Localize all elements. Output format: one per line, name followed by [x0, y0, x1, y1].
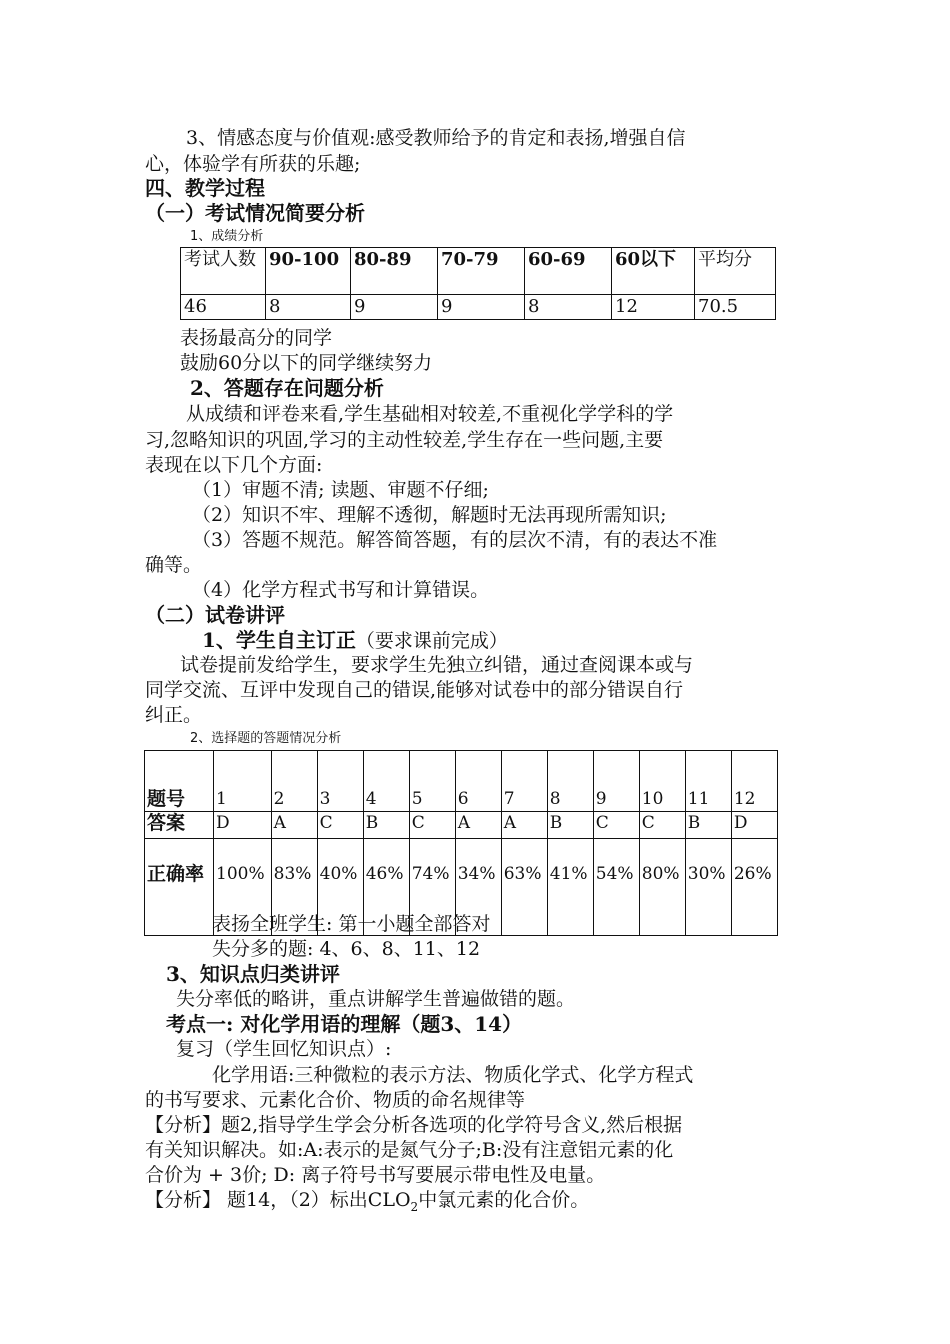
- subsection-heading-exam: （一）考试情况简要分析: [145, 201, 365, 225]
- self-correction-note: （要求课前完成）: [355, 630, 508, 652]
- analysis-14-text: 【分析】 题14，（2）标出CLO: [145, 1189, 411, 1211]
- score-header-cell: 80-89: [351, 248, 438, 295]
- accuracy-cell: 74%: [409, 839, 455, 936]
- subscript-two: 2: [410, 1199, 419, 1214]
- answer-cell: C: [639, 812, 685, 839]
- analysis-14-text-end: 中氯元素的化合价。: [418, 1189, 590, 1211]
- objective-line-1: 3、情感态度与价值观:感受教师给予的肯定和表扬,增强自信: [186, 127, 686, 149]
- score-header-cell: 60-69: [525, 248, 612, 295]
- accuracy-cell: 100%: [214, 839, 272, 936]
- choice-analysis-table: [144, 750, 778, 936]
- problem-item-3b: 确等。: [145, 554, 203, 576]
- lost-points-line: 失分多的题: 4、6、8、11、12: [212, 938, 481, 960]
- choice-table-caption: 2、选择题的答题情况分析: [190, 731, 342, 746]
- answer-cell: D: [731, 812, 777, 839]
- row-label-accuracy: 正确率: [145, 839, 214, 936]
- score-value-cell: 9: [351, 295, 438, 320]
- accuracy-cell: 34%: [455, 839, 501, 936]
- analysis-2-line-2: 有关知识解决。如:A:表示的是氮气分子;B:没有注意铝元素的化: [145, 1139, 674, 1161]
- score-table-caption: 1、成绩分析: [190, 229, 264, 244]
- question-number-cell: 7: [501, 751, 547, 812]
- score-value-cell: 8: [266, 295, 351, 320]
- score-value-row: [181, 295, 776, 320]
- section-heading-process: 四、教学过程: [145, 176, 265, 200]
- score-value-cell: 9: [438, 295, 525, 320]
- accuracy-cell: 80%: [639, 839, 685, 936]
- correction-para-line-3: 纠正。: [145, 704, 203, 726]
- question-number-cell: 12: [731, 751, 777, 812]
- score-value-cell: 70.5: [695, 295, 776, 320]
- chem-language-line-1: 化学用语:三种微粒的表示方法、物质化学式、化学方程式: [212, 1064, 694, 1086]
- problem-item-1: （1）审题不清; 读题、审题不仔细;: [192, 479, 489, 501]
- correction-para-line-2: 同学交流、互评中发现自己的错误,能够对试卷中的部分错误自行: [145, 679, 684, 701]
- accuracy-cell: 30%: [685, 839, 731, 936]
- praise-all-line: 表扬全班学生: 第一小题全部答对: [212, 913, 491, 935]
- knowledge-review-para: 失分率低的略讲，重点讲解学生普遍做错的题。: [176, 988, 576, 1010]
- score-header-cell: 90-100: [266, 248, 351, 295]
- problem-item-2: （2）知识不牢、理解不透彻，解题时无法再现所需知识;: [192, 504, 667, 526]
- answer-cell: A: [271, 812, 317, 839]
- answer-cell: B: [685, 812, 731, 839]
- exam-point-one-heading: 考点一: 对化学用语的理解（题3、14）: [166, 1012, 523, 1036]
- answer-row: [145, 812, 778, 839]
- accuracy-cell: 83%: [271, 839, 317, 936]
- score-header-cell: 考试人数: [181, 248, 266, 295]
- accuracy-cell: 63%: [501, 839, 547, 936]
- question-number-cell: 8: [547, 751, 593, 812]
- score-header-cell: 60以下: [612, 248, 695, 295]
- knowledge-review-heading: 3、知识点归类讲评: [166, 962, 340, 986]
- question-number-cell: 2: [271, 751, 317, 812]
- analysis-14-line: [145, 1188, 589, 1220]
- row-label-number: 题号: [145, 751, 214, 812]
- problem-item-3a: （3）答题不规范。解答简答题，有的层次不清，有的表达不准: [192, 529, 718, 551]
- accuracy-cell: 40%: [317, 839, 363, 936]
- score-header-cell: 平均分: [695, 248, 776, 295]
- correction-para-line-1: 试卷提前发给学生，要求学生先独立纠错，通过查阅课本或与: [180, 654, 694, 676]
- score-value-cell: 12: [612, 295, 695, 320]
- question-number-cell: 10: [639, 751, 685, 812]
- answer-cell: B: [547, 812, 593, 839]
- problem-analysis-heading: 2、答题存在问题分析: [190, 376, 384, 400]
- score-header-cell: 70-79: [438, 248, 525, 295]
- score-header-row: [181, 248, 776, 295]
- question-number-row: [145, 751, 778, 812]
- row-label-answer: 答案: [145, 812, 214, 839]
- answer-cell: B: [363, 812, 409, 839]
- question-number-cell: 6: [455, 751, 501, 812]
- accuracy-cell: 26%: [731, 839, 777, 936]
- self-correction-heading: 1、学生自主订正: [202, 628, 356, 652]
- subsection-heading-review: （二）试卷讲评: [145, 603, 285, 627]
- question-number-cell: 1: [214, 751, 272, 812]
- question-number-cell: 4: [363, 751, 409, 812]
- accuracy-cell: 41%: [547, 839, 593, 936]
- objective-line-2: 心，体验学有所获的乐趣;: [145, 153, 361, 175]
- review-line: 复习（学生回忆知识点）:: [176, 1038, 392, 1060]
- analysis-2-line-1: 【分析】题2,指导学生学会分析各选项的化学符号含义,然后根据: [145, 1114, 683, 1136]
- answer-cell: D: [214, 812, 272, 839]
- analysis-2-line-3: 合价为 + 3价; D: 离子符号书写要展示带电性及电量。: [145, 1164, 606, 1186]
- score-table: [180, 247, 776, 320]
- question-number-cell: 5: [409, 751, 455, 812]
- score-value-cell: 8: [525, 295, 612, 320]
- answer-cell: A: [501, 812, 547, 839]
- problem-item-4: （4）化学方程式书写和计算错误。: [192, 579, 490, 601]
- answer-cell: C: [593, 812, 639, 839]
- praise-top-line: 表扬最高分的同学: [180, 327, 333, 349]
- analysis-para-line-1: 从成绩和评卷来看,学生基础相对较差,不重视化学学科的学: [186, 403, 674, 425]
- analysis-para-line-2: 习,忽略知识的巩固,学习的主动性较差,学生存在一些问题,主要: [145, 429, 664, 451]
- answer-cell: C: [409, 812, 455, 839]
- self-correction-line: [202, 628, 508, 654]
- accuracy-cell: 54%: [593, 839, 639, 936]
- question-number-cell: 3: [317, 751, 363, 812]
- chem-language-line-2: 的书写要求、元素化合价、物质的命名规律等: [145, 1089, 526, 1111]
- answer-cell: A: [455, 812, 501, 839]
- analysis-para-line-3: 表现在以下几个方面:: [145, 454, 323, 476]
- encourage-line: 鼓励60分以下的同学继续努力: [180, 352, 433, 374]
- accuracy-cell: 46%: [363, 839, 409, 936]
- question-number-cell: 9: [593, 751, 639, 812]
- score-value-cell: 46: [181, 295, 266, 320]
- answer-cell: C: [317, 812, 363, 839]
- question-number-cell: 11: [685, 751, 731, 812]
